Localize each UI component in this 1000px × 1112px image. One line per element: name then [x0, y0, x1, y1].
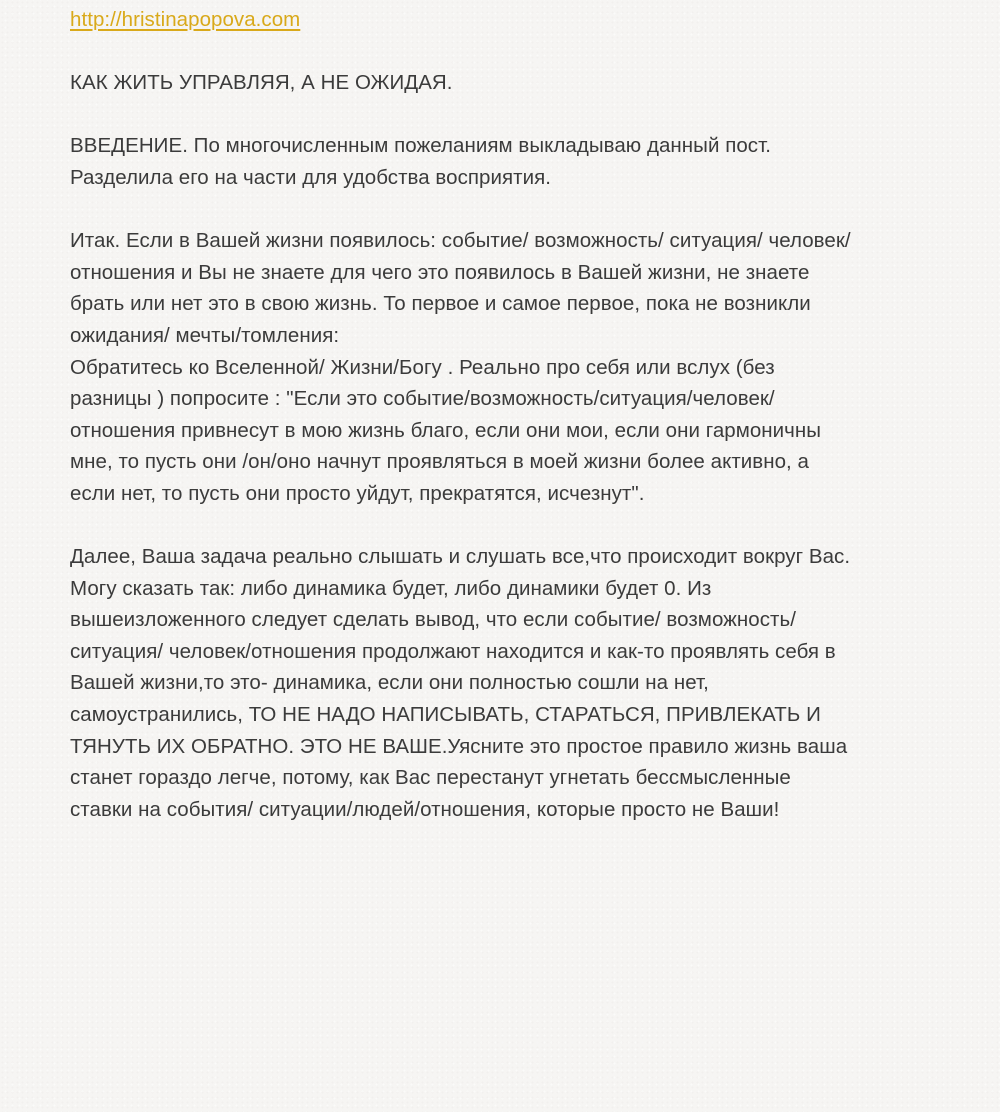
blank-line	[70, 36, 950, 68]
text-line: ожидания/ мечты/томления:	[70, 323, 340, 347]
note-body	[70, 4, 950, 825]
blank-line	[70, 99, 950, 131]
text-line: Далее, Ваша задача реально слышать и слушать все,что происходит вокруг Вас.	[70, 545, 851, 569]
note-link-line	[70, 4, 950, 36]
text-line: Обратитесь ко Вселенной/ Жизни/Богу . Реально про себя или вслух (без	[70, 355, 775, 379]
title-text: КАК ЖИТЬ УПРАВЛЯЯ, А НЕ ОЖИДАЯ.	[70, 71, 453, 95]
text-line: станет гораздо легче, потому, как Вас перестанут угнетать бессмысленные	[70, 766, 791, 790]
text-line: брать или нет это в свою жизнь. То первое и самое первое, пока не возникли	[70, 292, 811, 316]
intro-paragraph	[70, 130, 950, 193]
text-line: мне, то пусть они /он/оно начнут проявляться в моей жизни более активно, а	[70, 450, 809, 474]
paragraph-2	[70, 541, 950, 825]
text-line: вышеизложенного следует сделать вывод, что если событие/ возможность/	[70, 608, 796, 632]
text-line: если нет, то пусть они просто уйдут, прекратятся, исчезнут".	[70, 481, 645, 505]
text-line: Итак. Если в Вашей жизни появилось: событие/ возможность/ ситуация/ человек/	[70, 229, 851, 253]
blank-line	[70, 510, 950, 542]
text-line: отношения привнесут в мою жизнь благо, если они мои, если они гармоничны	[70, 418, 822, 442]
paragraph-1	[70, 225, 950, 509]
blank-line	[70, 194, 950, 226]
text-line: самоустранились, ТО НЕ НАДО НАПИСЫВАТЬ, СТАРАТЬСЯ, ПРИВЛЕКАТЬ И	[70, 703, 821, 727]
text-line: ситуация/ человек/отношения продолжают находится и как-то проявлять себя в	[70, 639, 836, 663]
text-line: ТЯНУТЬ ИХ ОБРАТНО. ЭТО НЕ ВАШЕ.Уясните это простое правило жизнь ваша	[70, 734, 848, 758]
note-title	[70, 67, 950, 99]
text-line: Могу сказать так: либо динамика будет, либо динамики будет 0. Из	[70, 576, 712, 600]
text-line: Вашей жизни,то это- динамика, если они полностью сошли на нет,	[70, 671, 709, 695]
website-link[interactable]: http://hristinapopova.com	[70, 8, 301, 31]
text-line: ВВЕДЕНИЕ. По многочисленным пожеланиям выкладываю данный пост.	[70, 134, 772, 158]
text-line: Разделила его на части для удобства восприятия.	[70, 165, 551, 189]
text-line: отношения и Вы не знаете для чего это появилось в Вашей жизни, не знаете	[70, 260, 810, 284]
text-line: ставки на события/ ситуации/людей/отношения, которые просто не Ваши!	[70, 797, 780, 821]
text-line: разницы ) попросите : "Если это событие/возможность/ситуация/человек/	[70, 387, 775, 411]
